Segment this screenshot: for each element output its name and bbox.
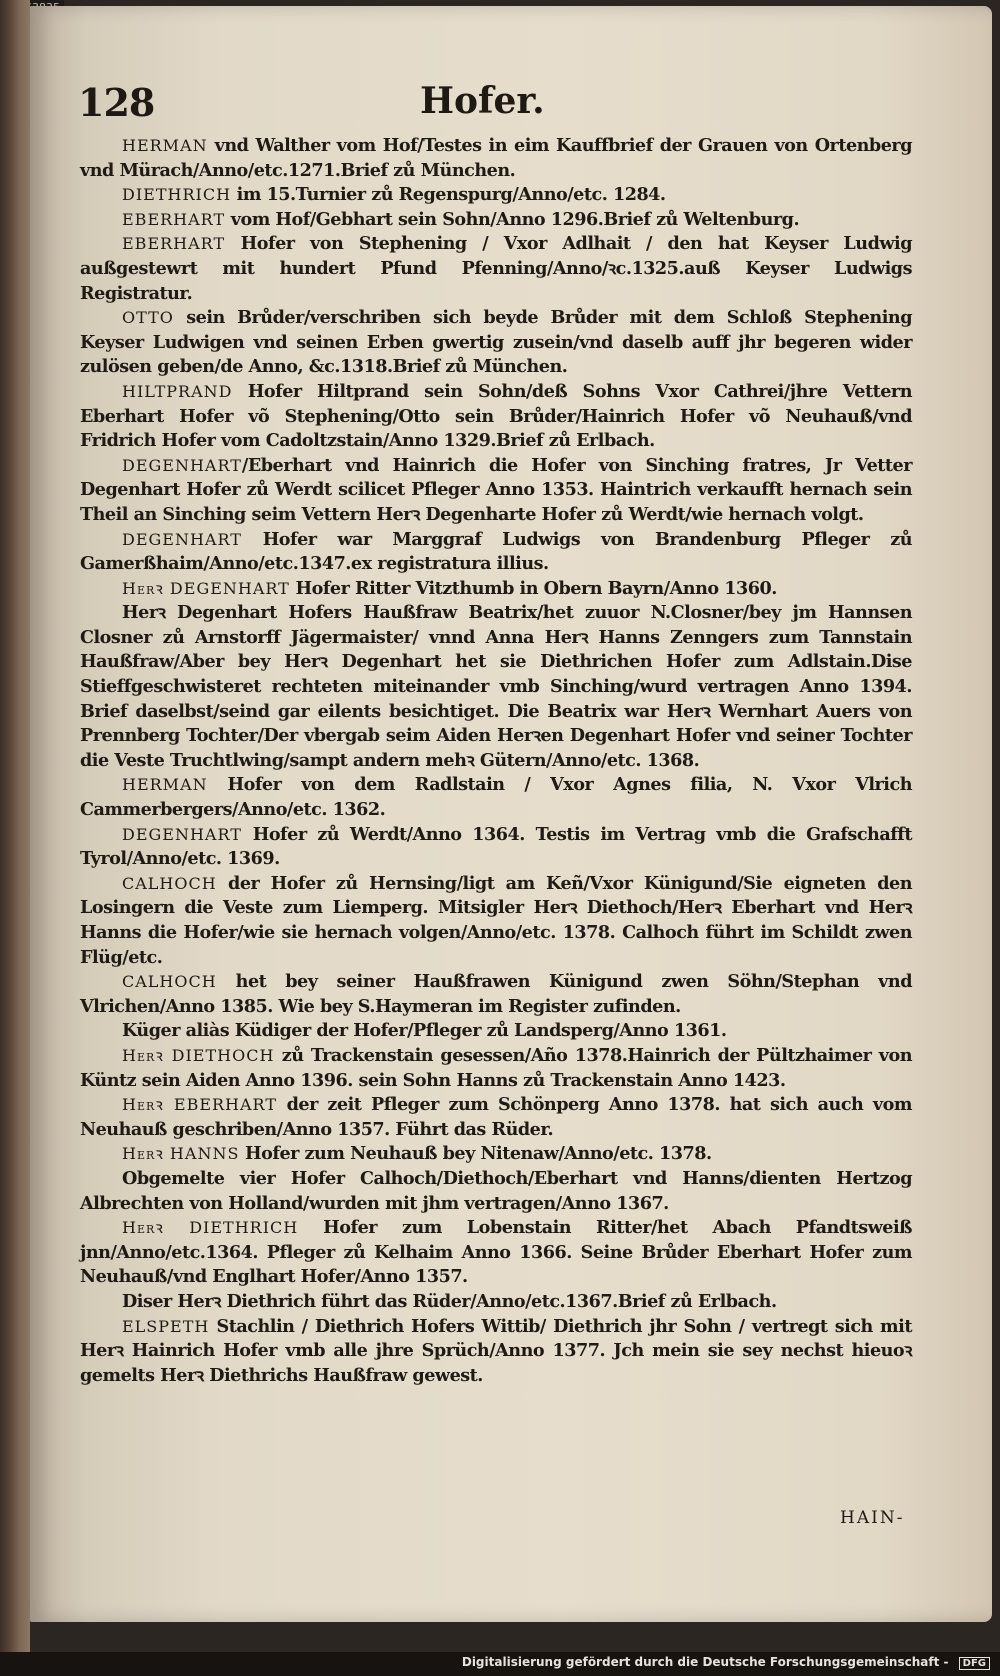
footer-bar [0, 1652, 1000, 1676]
person-name: OTTO [122, 308, 174, 328]
person-name: DIETHRICH [122, 185, 232, 205]
person-name: CALHOCH [122, 972, 217, 992]
person-name: Herꝛ DIETHRICH [122, 1218, 299, 1238]
text-paragraph [80, 601, 912, 773]
funding-credit-text: Digitalisierung gefördert durch die Deutsche Forschungsgemeinschaft - [461, 1655, 949, 1669]
person-name: Herꝛ EBERHART [122, 1095, 277, 1115]
text-paragraph [80, 1315, 912, 1389]
person-name: Herꝛ HANNS [122, 1144, 240, 1164]
text-paragraph [80, 1290, 912, 1315]
text-paragraph [80, 183, 912, 208]
text-paragraph [80, 970, 912, 1019]
paragraph-text: Hofer zum Lobenstain Ritter/het Abach Pfandtsweiß jnn/Anno/etc.1364. Pfleger zů Kelhaim Anno 1366. Seine Brůder Eberhart Hofer zum Neuhauß/vnd Englhart Hofer/Anno 1357. [80, 1217, 912, 1288]
paragraph-text: Küger aliàs Küdiger der Hofer/Pfleger zů Landsperg/Anno 1361. [122, 1020, 727, 1042]
paragraph-text: Hofer zů Werdt/Anno 1364. Testis im Vertrag vmb die Grafschafft Tyrol/Anno/etc. 1369. [80, 823, 912, 870]
text-paragraph [80, 454, 912, 528]
text-paragraph [80, 134, 912, 183]
paragraph-text: vom Hof/Gebhart sein Sohn/Anno 1296.Brief zů Weltenburg. [225, 208, 800, 230]
person-name: DEGENHART [122, 824, 242, 844]
person-name: CALHOCH [122, 873, 217, 893]
text-paragraph [80, 872, 912, 970]
catchword: HAIN- [840, 1508, 905, 1528]
person-name: HILTPRAND [122, 381, 233, 401]
book-spine-edge [0, 0, 30, 1676]
running-head: Hofer. [420, 80, 545, 122]
text-paragraph [80, 1093, 912, 1142]
person-name: HERMAN [122, 136, 208, 155]
paragraph-text: Hofer Hiltprand sein Sohn/deß Sohns Vxor Cathrei/jhre Vettern Eberhart Hofer võ Stephening/Otto sein Brůder/Hainrich Hofer võ Neuhauß/vnd Fridrich Hofer vom Cadoltzstain/Anno 1329.Brief zů Erlbach. [80, 380, 912, 452]
person-name: Herꝛ DEGENHART [122, 578, 290, 598]
person-name: ELSPETH [122, 1316, 210, 1336]
paragraph-text: sein Brůder/verschriben sich beyde Brůder mit dem Schloß Stephening Keyser Ludwigen vnd seinen Erben gwertig zusein/vnd daselb auff jhr begeren wider zulösen geben/de Anno, &c.1318.Brief zů München. [80, 307, 912, 378]
paragraph-text: der Hofer zů Hernsing/ligt am Keñ/Vxor Künigund/Sie eigneten den Losingern die Veste zum Liemperg. Mitsigler Herꝛ Diethoch/Herꝛ Eberhart vnd Herꝛ Hanns die Hofer/wie sie hernach volgen/Anno/etc. 1378. Calhoch führt im Schildt zwen Flüg/etc. [80, 872, 912, 968]
dfg-logo-icon: DFG [959, 1657, 990, 1670]
person-name: HERMAN [122, 775, 208, 795]
paragraph-text: het bey seiner Haußfrawen Künigund zwen Söhn/Stephan vnd Vlrichen/Anno 1385. Wie bey S.Haymeran im Register zufinden. [80, 971, 912, 1017]
paragraph-text: Hofer von Stephening / Vxor Adlhait / den hat Keyser Ludwig außgestewrt mit hundert Pfund Pfenning/Anno/ꝛc.1325.auß Keyser Ludwigs Registratur. [80, 233, 912, 304]
text-paragraph [80, 306, 912, 380]
funding-credit [462, 1655, 990, 1670]
paragraph-text: Stachlin / Diethrich Hofers Wittib/ Diethrich jhr Sohn / vertregt sich mit Herꝛ Hainrich Hofer vmb alle jhre Sprüch/Anno 1377. Jch mein sie sey nechst hieuoꝛ gemelts Herꝛ Diethrichs Haußfraw gewest. [80, 1315, 912, 1386]
paragraph-text: Hofer Ritter Vitzthumb in Obern Bayrn/Anno 1360. [289, 577, 777, 599]
text-paragraph [80, 528, 912, 577]
paragraph-text: /Eberhart vnd Hainrich die Hofer von Sinching fratres, Jr Vetter Degenhart Hofer zů Werdt scilicet Pfleger Anno 1353. Haintrich verkaufft hernach sein Theil an Sinching seim Vettern Herꝛ Degenharte Hofer zů Werdt/wie hernach volgt. [80, 454, 912, 525]
person-name: EBERHART [122, 234, 226, 254]
text-block [80, 134, 912, 1388]
person-name: EBERHART [122, 209, 226, 229]
text-paragraph [80, 577, 912, 602]
text-paragraph [80, 1019, 912, 1044]
text-paragraph [80, 1216, 912, 1290]
person-name: Herꝛ DIETHOCH [122, 1045, 275, 1065]
paragraph-text: Obgemelte vier Hofer Calhoch/Diethoch/Eberhart vnd Hanns/dienten Hertzog Albrechten von Holland/wurden mit jhm vertragen/Anno 1367. [80, 1167, 912, 1214]
text-paragraph [80, 1044, 912, 1093]
paragraph-text: vnd Walther vom Hof/Testes in eim Kauffbrief der Grauen von Ortenberg vnd Mürach/Anno/etc.1271.Brief zů München. [80, 135, 912, 181]
text-paragraph [80, 208, 912, 233]
paragraph-text: Hofer zum Neuhauß bey Nitenaw/Anno/etc. 1378. [239, 1143, 712, 1165]
person-name: DEGENHART [122, 455, 242, 475]
text-paragraph [80, 1167, 912, 1216]
paragraph-text: Hofer war Marggraf Ludwigs von Brandenburg Pfleger zů Gamerßhaim/Anno/etc.1347.ex registratura illius. [80, 528, 912, 575]
paragraph-text: der zeit Pfleger zum Schönperg Anno 1378. hat sich auch vom Neuhauß geschriben/Anno 1357. Führt das Rüder. [80, 1094, 912, 1140]
text-paragraph [80, 773, 912, 822]
text-paragraph [80, 380, 912, 454]
page-number: 128 [78, 80, 155, 125]
text-paragraph [80, 823, 912, 872]
paragraph-text: zů Trackenstain gesessen/Año 1378.Hainrich der Pültzhaimer von Küntz sein Aiden Anno 1396. sein Sohn Hanns zů Trackenstain Anno 1423. [80, 1044, 913, 1091]
text-paragraph [80, 232, 912, 306]
paragraph-text: Herꝛ Degenhart Hofers Haußfraw Beatrix/het zuuor N.Closner/bey jm Hannsen Closner zů Arnstorff Jägermaister/ vnnd Anna Herꝛ Hanns Zenngers zum Tannstain Haußfraw/Aber bey Herꝛ Degenhart het sie Diethrichen Hofer zum Adlstain.Dise Stieffgeschwisteret rechteten miteinander vmb Sinching/wurd vertragen Anno 1394. Brief daselbst/seind gar eilents besichtiget. Die Beatrix war Herꝛ Wernhart Auers von Prennberg Tochter/Der vbergab seim Aiden Herꝛen Degenhart Hofer vnd seiner Tochter die Veste Truchtlwing/sampt andern mehꝛ Gütern/Anno/etc. 1368. [80, 602, 912, 771]
person-name: DEGENHART [122, 529, 242, 549]
text-paragraph [80, 1142, 912, 1167]
paragraph-text: im 15.Turnier zů Regenspurg/Anno/etc. 1284. [231, 184, 666, 206]
paragraph-text: Diser Herꝛ Diethrich führt das Rüder/Anno/etc.1367.Brief zů Erlbach. [122, 1290, 777, 1312]
paragraph-text: Hofer von dem Radlstain / Vxor Agnes filia, N. Vxor Vlrich Cammerbergers/Anno/etc. 1362. [80, 774, 912, 821]
